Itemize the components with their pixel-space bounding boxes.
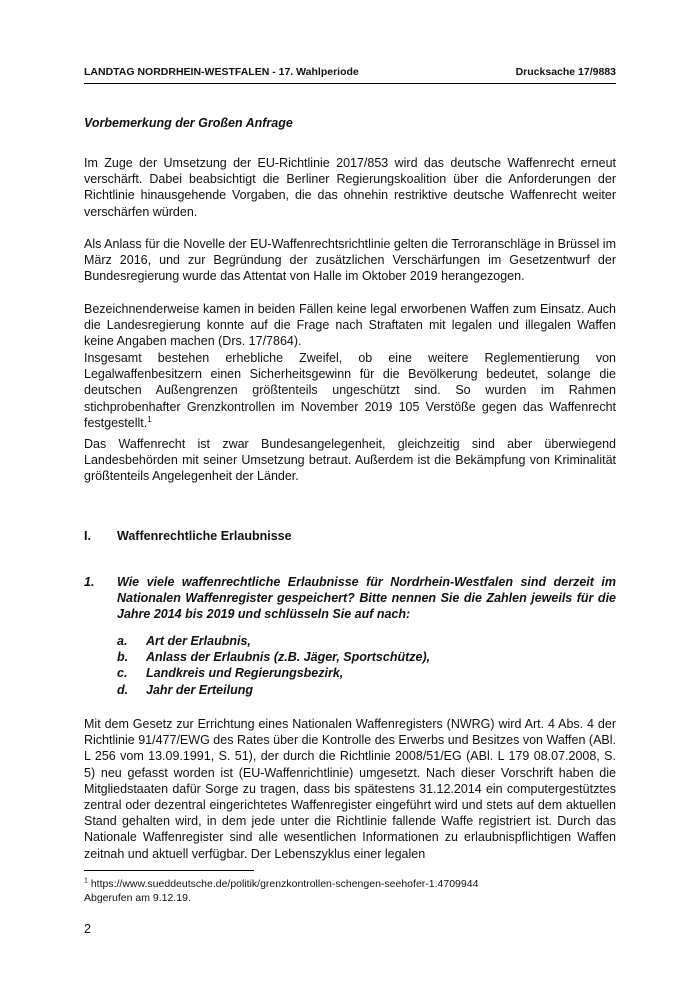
list-item-text: Anlass der Erlaubnis (z.B. Jäger, Sportschütze), xyxy=(146,650,431,665)
answer-paragraph: Mit dem Gesetz zur Errichtung eines Nationalen Waffenregisters (NWRG) wird Art. 4 Abs. 4 der Richtlinie 91/477/EWG des Rates über die Kontrolle des Erwerbs und Besitzes von Waffen (ABl. L 256 vom 13.09.1991, S. 51), der durch die Richtlinie 2008/51/EG (ABl. L 179 08.07.2008, S. 5) neu gefasst worden ist (EU-Waffenrichtlinie) umgesetzt. Nach dieser Vorschrift haben die Mitgliedstaaten dafür Sorge zu tragen, dass bis spätestens 31.12.2014 ein computergestütztes zentral oder dezentral eingerichtetes Waffenregister eingeführt wird und stets auf dem aktuellen Stand gehalten wird, in dem jede unter die Richtlinie fallende Waffe registriert ist. Durch das Nationale Waffenregister sind alle wesentlichen Informationen zu erlaubnispflichtigen Waffen zeitnah und aktuell verfügbar. Der Lebenszyklus einer legalen xyxy=(84,717,616,861)
header-divider xyxy=(84,83,616,84)
page-header xyxy=(84,66,616,82)
list-item-letter: d. xyxy=(117,682,129,697)
footnote-line xyxy=(84,877,478,891)
list-item-letter: c. xyxy=(117,666,128,681)
section-title: Waffenrechtliche Erlaubnisse xyxy=(117,529,292,543)
footnote-reference: 1 xyxy=(147,414,152,424)
header-document-number: Drucksache 17/9883 xyxy=(515,66,616,78)
paragraph-4 xyxy=(84,350,616,431)
footnote-retrieved: Abgerufen am 9.12.19. xyxy=(84,892,191,904)
paragraph-2: Als Anlass für die Novelle der EU-Waffenrechtsrichtlinie gelten die Terroranschläge in Brüssel im März 2016, und zur Begründung der zusätzlichen Verschärfungen im Gesetzentwurf der Bundesregierung wurde das Attentat von Halle im Oktober 2019 herangezogen. xyxy=(84,237,616,284)
paragraph-4-text: Insgesamt bestehen erhebliche Zweifel, ob eine weitere Reglementierung von Legalwaffenbesitzern einen Sicherheitsgewinn für die Bevölkerung bedeutet, solange die deutschen Außengrenzen größtenteils ungeschützt sind. So wurden im Rahmen stichprobenhafter Grenzkontrollen im November 2019 105 Verstöße gegen das Waffenrecht festgestellt. xyxy=(84,351,616,430)
paragraph-3: Bezeichnenderweise kamen in beiden Fällen keine legal erworbenen Waffen zum Einsatz. Auch die Landesregierung konnte auf die Frage nach Straftaten mit legalen und illegalen Waffen keine Angaben machen (Drs. 17/7864). xyxy=(84,302,616,349)
list-item-text: Landkreis und Regierungsbezirk, xyxy=(146,666,344,681)
paragraph-1: Im Zuge der Umsetzung der EU-Richtlinie 2017/853 wird das deutsche Waffenrecht erneut verschärft. Dabei beabsichtigt die Berliner Regierungskoalition über die Anforderungen der Richtlinie hinausgehende Vorgaben, die das ohnehin restriktive deutsche Waffenrecht weiter verschärfen würden. xyxy=(84,156,616,219)
footnote-number: 1 xyxy=(84,877,88,885)
preamble-title: Vorbemerkung der Großen Anfrage xyxy=(84,116,293,130)
paragraph-5: Das Waffenrecht ist zwar Bundesangelegenheit, gleichzeitig sind aber überwiegend Landesbehörden mit seiner Umsetzung betraut. Außerdem ist die Bekämpfung von Kriminalität größtenteils Angelegenheit der Länder. xyxy=(84,437,616,484)
list-item-letter: a. xyxy=(117,634,128,648)
list-item-letter: b. xyxy=(117,650,129,665)
question-1 xyxy=(84,574,616,623)
list-item-text: Jahr der Erteilung xyxy=(146,682,253,697)
footnote-url[interactable]: https://www.sueddeutsche.de/politik/grenzkontrollen-schengen-seehofer-1.4709944 xyxy=(90,878,479,890)
footnote xyxy=(84,877,478,905)
question-number: 1. xyxy=(84,575,95,589)
question-text: Wie viele waffenrechtliche Erlaubnisse für Nordrhein-Westfalen sind derzeit im Nationalen Waffenregister gespeichert? Bitte nennen Sie die Zahlen jeweils für die Jahre 2014 bis 2019 und schlüsseln Sie auf nach: xyxy=(117,575,616,622)
list-item-text: Art der Erlaubnis, xyxy=(146,634,251,648)
section-number: I. xyxy=(84,529,91,543)
section-heading xyxy=(84,529,292,543)
header-title: LANDTAG NORDRHEIN-WESTFALEN - 17. Wahlperiode xyxy=(84,66,359,78)
page-number: 2 xyxy=(84,922,91,936)
footnote-divider xyxy=(84,870,254,871)
